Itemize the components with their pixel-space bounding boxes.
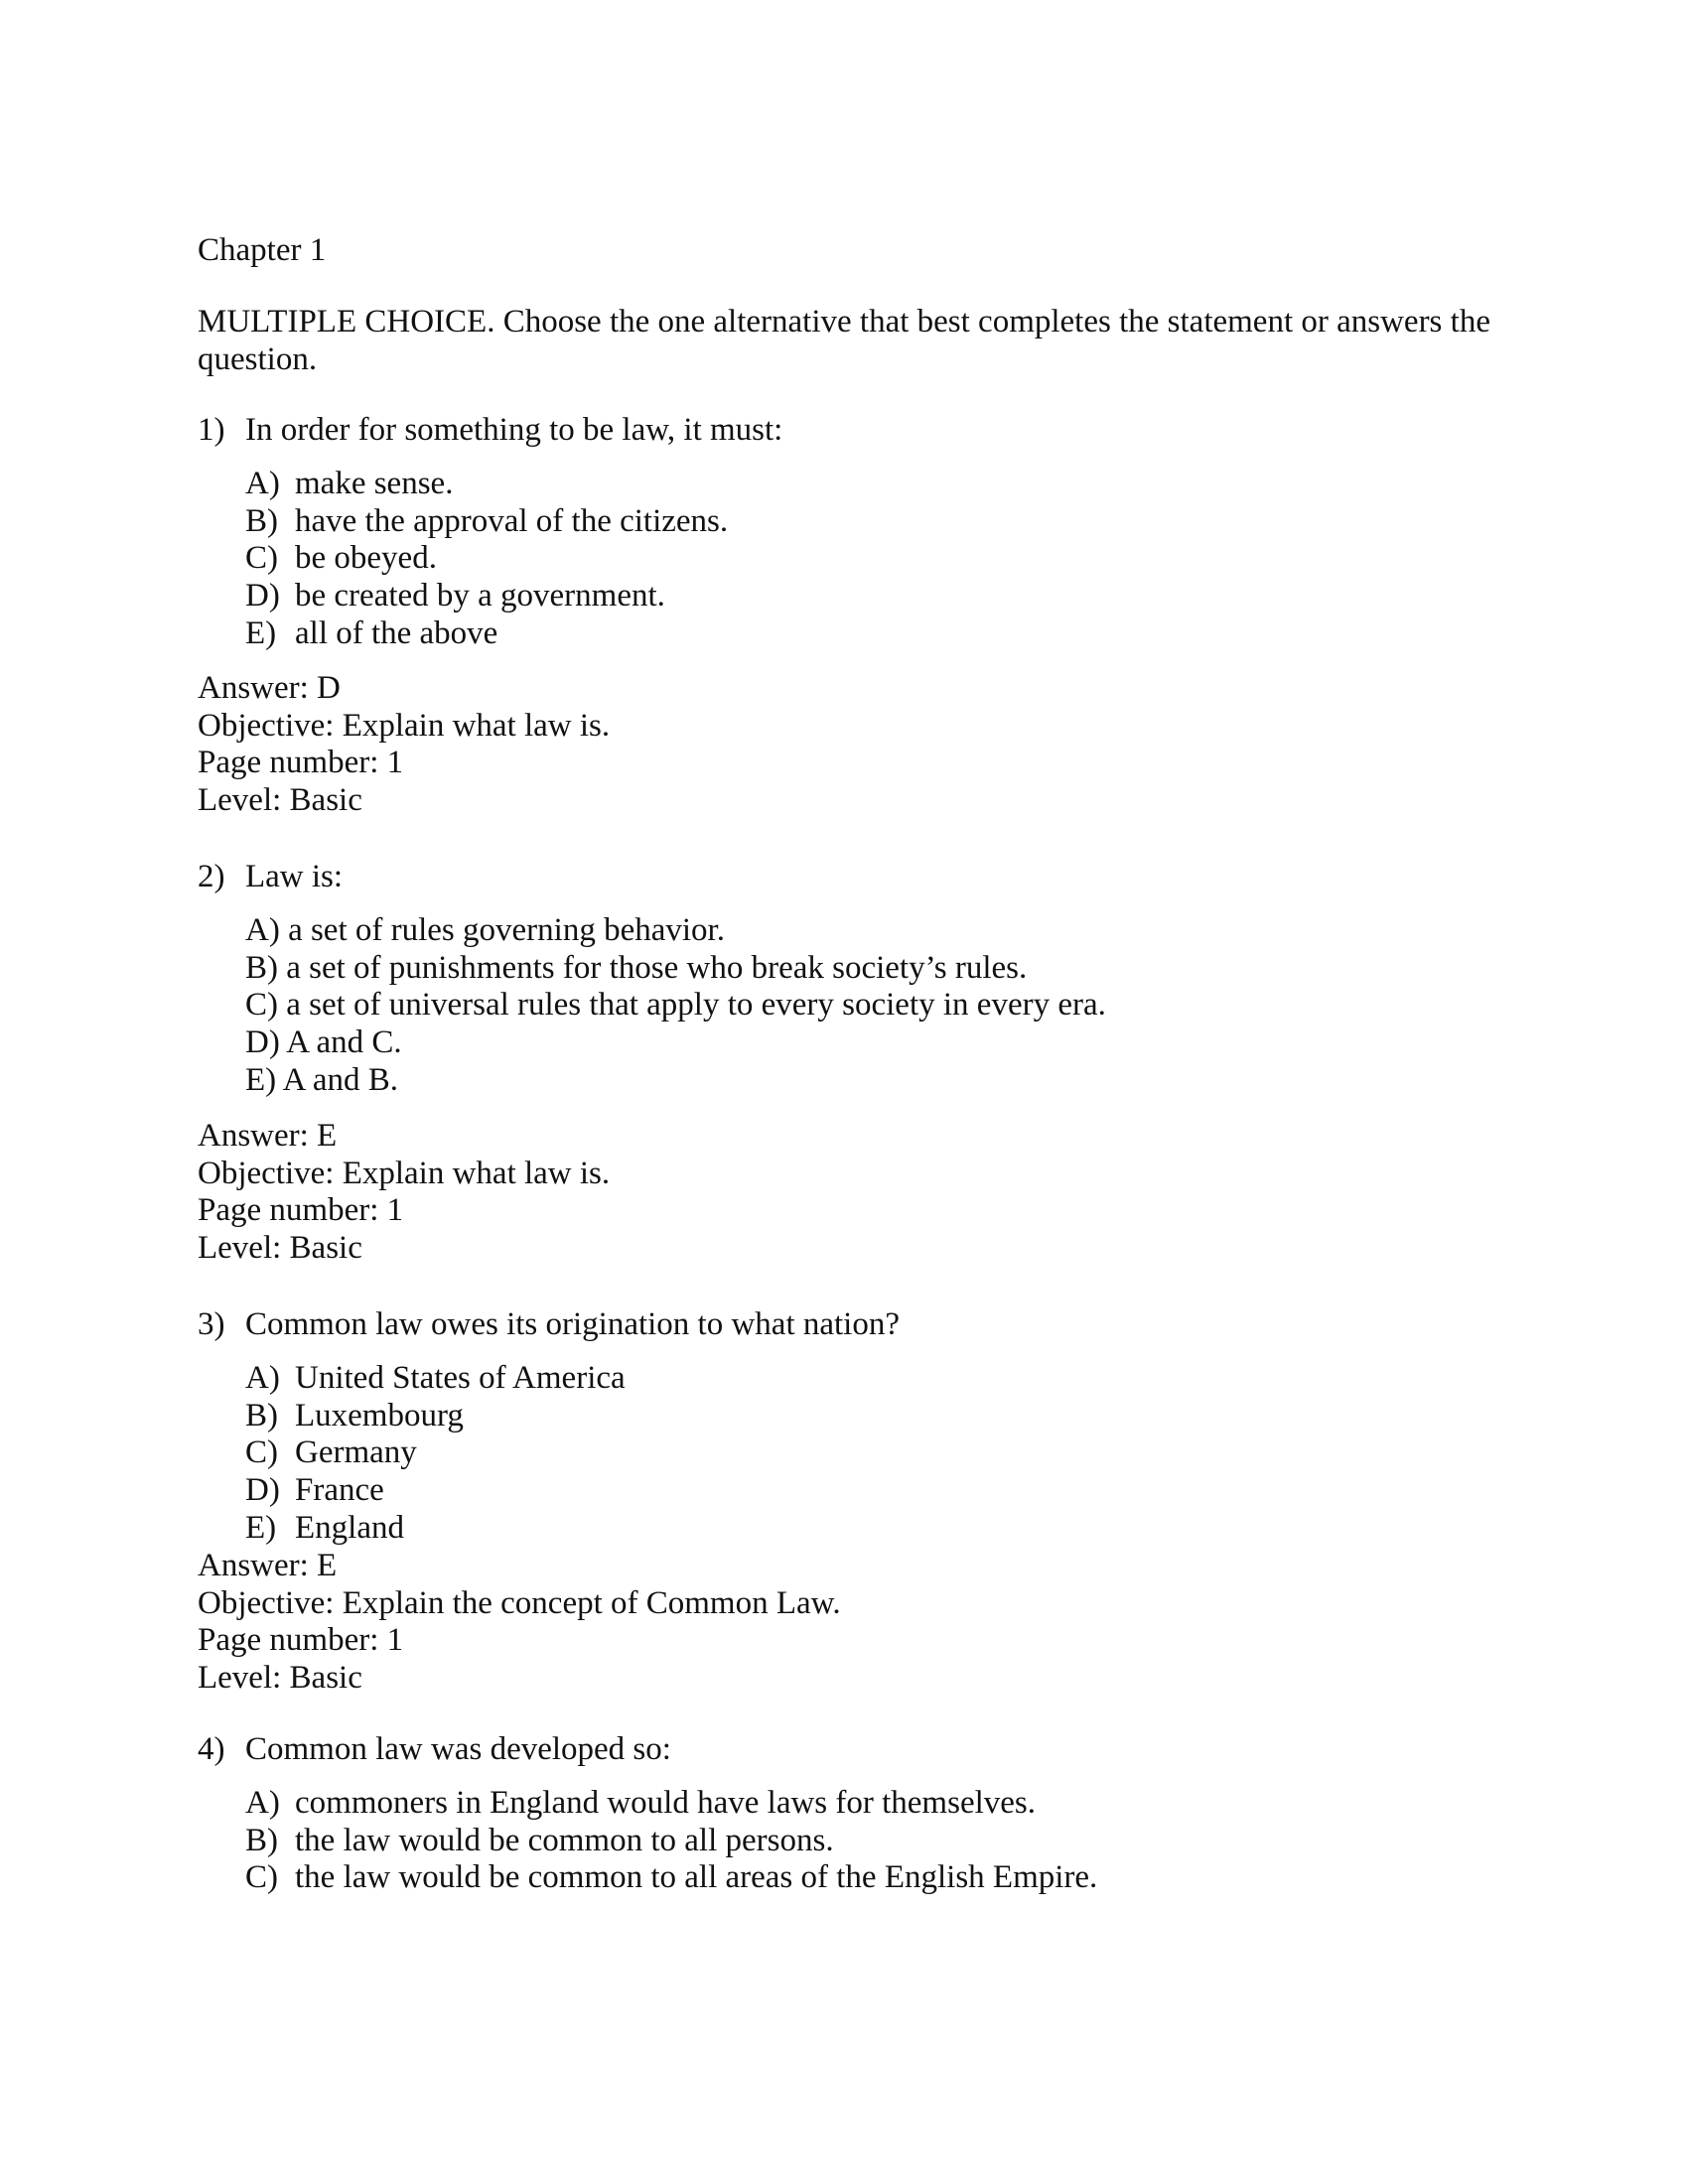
option-e: E) A and B. [245,1061,398,1098]
page-number: Page number: 1 [198,745,404,781]
chapter-heading: Chapter 1 [198,232,327,268]
option-label: B) [245,1397,278,1433]
option-label: E) [245,614,277,651]
page-number: Page number: 1 [198,1192,404,1229]
option-text: be obeyed. [295,540,437,577]
question-number: 2) [198,859,225,894]
option-d [245,1472,1536,1510]
option-a [245,1360,1536,1398]
answer: Answer: E [198,1548,338,1583]
question-stem: Law is: [245,859,344,894]
option-label: B) [245,502,278,539]
instructions [198,304,1490,378]
option-label: C) [245,1859,278,1896]
option-b [245,1398,1536,1435]
question-4-options [245,1785,1536,1897]
option-label: D) [245,578,280,614]
instructions-line-1: MULTIPLE CHOICE. Choose the one alternative that best completes the statement or answers the [198,304,1490,340]
option-text: United States of America [295,1360,626,1396]
option-e [245,615,1536,653]
option-text: be created by a government. [295,578,665,614]
question-stem: In order for something to be law, it must: [245,412,783,448]
option-e [245,1510,1536,1548]
option-text: all of the above [295,614,498,651]
option-c [245,540,1536,578]
option-label: B) [245,1822,278,1858]
option-text: Germany [295,1434,417,1471]
answer: Answer: D [198,670,341,706]
option-a [245,1785,1536,1823]
question-number: 1) [198,412,225,448]
level: Level: Basic [198,1230,362,1267]
objective: Objective: Explain what law is. [198,1155,611,1191]
question-1-meta [198,670,610,820]
option-label: C) [245,1434,278,1471]
option-c [245,1434,1536,1472]
option-c: C) a set of universal rules that apply to every society in every era. [245,987,1106,1024]
option-b [245,503,1536,541]
option-label: A) [245,1360,280,1396]
option-d: D) A and C. [245,1024,402,1061]
question-2-options [245,912,1106,1100]
question-2-meta [198,1118,610,1268]
option-label: D) [245,1472,280,1509]
question-1-options [245,466,1536,652]
option-c [245,1859,1536,1897]
option-text: commoners in England would have laws for themselves. [295,1785,1036,1821]
option-text: the law would be common to all persons. [295,1822,834,1858]
option-text: have the approval of the citizens. [295,502,729,539]
option-text: the law would be common to all areas of the English Empire. [295,1859,1098,1896]
question-3-options [245,1360,1536,1547]
question-stem: Common law was developed so: [245,1731,671,1767]
option-label: E) [245,1509,277,1546]
question-number: 4) [198,1731,225,1767]
option-label: A) [245,466,280,501]
option-label: C) [245,540,278,577]
option-b [245,1823,1536,1860]
question-stem: Common law owes its origination to what nation? [245,1306,901,1342]
option-a: A) a set of rules governing behavior. [245,912,725,948]
instructions-line-2: question. [198,341,318,377]
option-text: England [295,1509,404,1546]
page-number: Page number: 1 [198,1622,404,1659]
level: Level: Basic [198,782,362,819]
level: Level: Basic [198,1660,362,1697]
option-label: A) [245,1785,280,1821]
question-number: 3) [198,1306,225,1342]
question-3-meta [198,1548,841,1698]
option-text: France [295,1472,384,1509]
option-text: Luxembourg [295,1397,464,1433]
option-text: make sense. [295,466,454,501]
answer: Answer: E [198,1118,338,1154]
objective: Objective: Explain what law is. [198,707,611,744]
option-d [245,578,1536,615]
option-b: B) a set of punishments for those who break society’s rules. [245,949,1028,986]
objective: Objective: Explain the concept of Common Law. [198,1584,841,1621]
option-a [245,466,1536,503]
